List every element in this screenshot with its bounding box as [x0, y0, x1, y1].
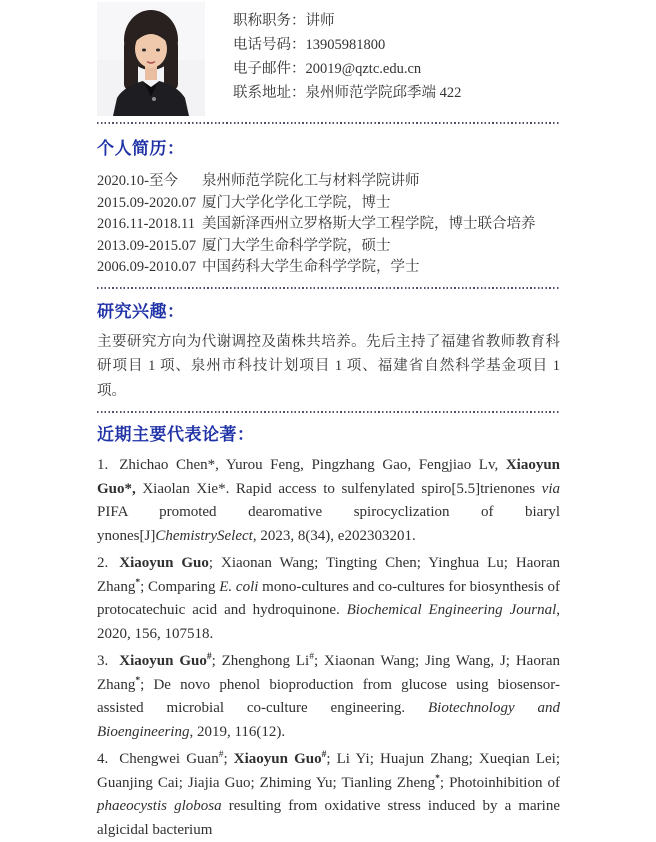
publication-text-segment: mono-cultures and co-cultures for biosynthesis of protocatechuic acid and hydroquinone. — [97, 578, 561, 618]
resume-row — [97, 236, 560, 258]
resume-list — [97, 171, 560, 279]
publication-number: 3. — [97, 653, 109, 669]
publication-text-segment: ; Xiaonan Wang; Tingting Chen; Yinghua Lu; Haoran Zhang — [97, 555, 561, 595]
dotted-divider — [97, 287, 560, 289]
publication-text-segment: Xiaoyun Guo*, — [97, 457, 560, 497]
dotted-divider — [97, 411, 560, 413]
section-title-publications: 近期主要代表论著： — [97, 425, 255, 444]
resume-detail: 美国新泽西州立罗格斯大学工程学院，博士联合培养 — [202, 216, 536, 232]
publication-text-segment: Xiaoyun Guo — [119, 555, 209, 571]
publication-text-segment: ; Comparing — [140, 578, 220, 595]
publication-item — [97, 454, 560, 548]
publication-text-segment: * — [435, 773, 440, 784]
publication-text-segment: , 2019, 116(12). — [189, 723, 286, 740]
contact-row — [233, 9, 461, 33]
publication-text-segment: , 2020, 156, 107518. — [97, 602, 560, 642]
publication-item — [97, 748, 560, 842]
publication-text-segment: Xiaolan Xie*. Rapid access to sulfenylated spiro[5.5]trienones — [135, 480, 542, 497]
publication-text-segment: Xiaoyun Guo — [233, 751, 322, 767]
publication-text-segment: Xiaoyun Guo — [119, 653, 207, 669]
contact-row — [233, 81, 461, 105]
publication-text-segment: Biotechnology and Bioengineering — [97, 700, 560, 740]
publication-text-segment: ; De novo phenol bioproduction from glucose using biosensor-assisted microbial co-culture engineering. — [97, 676, 560, 716]
resume-period: 2013.09-2015.07 — [97, 237, 197, 254]
contact-label: 职称职务： — [233, 13, 306, 29]
section-title-interests: 研究兴趣： — [97, 301, 185, 321]
publication-text-segment: # — [321, 750, 327, 760]
publication-number: 1. — [97, 457, 109, 473]
resume-row — [97, 193, 560, 215]
publication-text-segment: ; Zhenghong Li — [211, 653, 310, 669]
resume-period: 2015.09-2020.07 — [97, 194, 197, 211]
publication-text-segment: ; Xiaonan Wang; Jing Wang, J; Haoran Zhang — [97, 653, 560, 693]
publication-text-segment: # — [309, 652, 314, 662]
publication-text-segment: ; — [223, 751, 234, 767]
publication-text-segment: , 2023, 8(34), e202303201. — [252, 527, 416, 544]
publication-text-segment: E. coli — [219, 578, 259, 595]
resume-period: 2016.11-2018.11 — [97, 216, 196, 232]
contact-info — [233, 2, 461, 105]
contact-value: 泉州师范学院邱季端 422 — [305, 85, 462, 101]
contact-row — [233, 33, 461, 57]
publication-text-segment: ChemistrySelect — [155, 527, 253, 544]
resume-detail: 中国药科大学生命科学学院，学士 — [202, 259, 420, 275]
section-title-resume: 个人简历： — [97, 139, 185, 158]
resume-period: 2020.10-至今 — [97, 173, 178, 189]
publication-item — [97, 552, 560, 646]
resume-detail: 泉州师范学院化工与材料学院讲师 — [202, 173, 420, 189]
resume-row — [97, 214, 560, 236]
publication-text-segment: * — [135, 577, 141, 588]
dotted-divider — [97, 122, 560, 124]
resume-period: 2006.09-2010.07 — [97, 259, 197, 275]
publication-text-segment: PIFA promoted dearomative spirocyclization of biaryl ynones[J] — [97, 504, 560, 544]
resume-detail: 厦门大学生命科学学院，硕士 — [202, 237, 391, 254]
interests-text: 主要研究方向为代谢调控及菌株共培养。先后主持了福建省教师教育科研项目 1 项、泉州市科技计划项目 1 项、福建省自然科学基金项目 1 项。 — [97, 333, 560, 399]
publications-list — [97, 454, 560, 842]
resume-row — [97, 257, 560, 279]
contact-label: 电子邮件： — [233, 61, 306, 77]
contact-value: 13905981800 — [305, 37, 386, 53]
contact-row — [233, 57, 461, 81]
publication-item — [97, 650, 560, 744]
publication-number: 2. — [97, 555, 109, 571]
profile-photo — [97, 2, 205, 116]
publication-text-segment: ; Li Yi; Huajun Zhang; Xueqian Lei; Guanjing Cai; Jiajia Guo; Zhiming Yu; Tianling Zheng — [97, 751, 560, 791]
publication-text-segment: resulting from oxidative stress induced by a marine algicidal bacterium — [97, 798, 560, 838]
publication-text-segment: via — [541, 480, 560, 497]
publication-text-segment: ; Photoinhibition of — [439, 774, 560, 791]
contact-label: 联系地址： — [233, 85, 306, 101]
publication-text-segment: phaeocystis globosa — [97, 798, 222, 814]
contact-value: 20019@qztc.edu.cn — [305, 61, 422, 77]
resume-detail: 厦门大学化学化工学院，博士 — [202, 194, 391, 211]
publication-text-segment: Biochemical Engineering Journal — [346, 602, 557, 618]
contact-label: 电话号码： — [233, 37, 306, 53]
contact-value: 讲师 — [305, 13, 335, 29]
publication-text-segment: # — [206, 652, 212, 662]
resume-row — [97, 171, 560, 193]
publication-number: 4. — [97, 751, 109, 767]
profile-header — [97, 0, 560, 116]
publication-text-segment: Chengwei Guan — [119, 751, 219, 767]
publication-text-segment: # — [218, 750, 224, 760]
publication-text-segment: * — [135, 675, 141, 686]
publication-text-segment: Zhichao Chen*, Yurou Feng, Pingzhang Gao, Fengjiao Lv, — [119, 457, 506, 473]
